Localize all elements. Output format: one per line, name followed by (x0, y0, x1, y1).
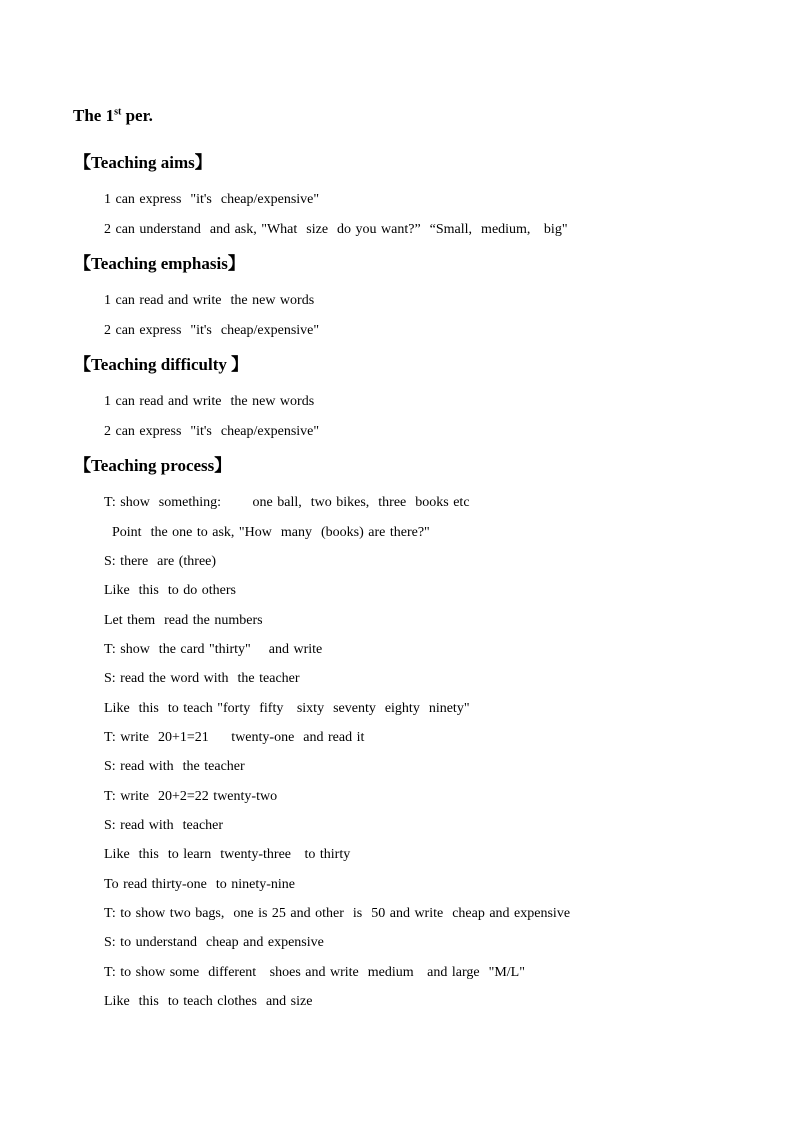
process-line: Like this to teach "forty fifty sixty seventy eighty ninety" (104, 701, 470, 716)
emphasis-line: 2 can express "it's cheap/expensive" (104, 323, 320, 338)
page-title (73, 106, 153, 126)
teaching-process-heading: 【Teaching process】 (74, 456, 232, 475)
process-line: S: there are (three) (104, 554, 217, 569)
process-line: Like this to learn twenty-three to thirty (104, 847, 351, 862)
difficulty-line: 1 can read and write the new words (104, 394, 315, 409)
process-line: T: write 20+1=21 twenty-one and read it (104, 730, 365, 745)
process-line: T: write 20+2=22 twenty-two (104, 789, 278, 804)
aims-line: 2 can understand and ask, "What size do you want?” “Small, medium, big" (104, 222, 568, 237)
process-line: S: read with teacher (104, 818, 224, 833)
process-line: Like this to teach clothes and size (104, 994, 313, 1009)
process-line: Point the one to ask, "How many (books) are there?" (112, 525, 430, 540)
aims-line: 1 can express "it's cheap/expensive" (104, 192, 320, 207)
process-line: T: show something: one ball, two bikes, three books etc (104, 495, 470, 510)
title-suffix: per. (121, 106, 153, 125)
process-line: T: show the card "thirty" and write (104, 642, 323, 657)
process-line: S: read with the teacher (104, 759, 245, 774)
teaching-difficulty-heading: 【Teaching difficulty 】 (74, 355, 249, 374)
process-line: Like this to do others (104, 583, 236, 598)
process-line: T: to show some different shoes and write medium and large "M/L" (104, 965, 525, 980)
process-line: Let them read the numbers (104, 613, 263, 628)
title-prefix: The 1 (73, 106, 115, 125)
process-line: T: to show two bags, one is 25 and other is 50 and write cheap and expensive (104, 906, 571, 921)
title-superscript: st (114, 106, 122, 118)
teaching-emphasis-heading: 【Teaching emphasis】 (74, 254, 245, 273)
process-line: S: to understand cheap and expensive (104, 935, 324, 950)
process-line: To read thirty-one to ninety-nine (104, 877, 296, 892)
emphasis-line: 1 can read and write the new words (104, 293, 315, 308)
teaching-aims-heading: 【Teaching aims】 (74, 153, 212, 172)
process-line: S: read the word with the teacher (104, 671, 300, 686)
difficulty-line: 2 can express "it's cheap/expensive" (104, 424, 320, 439)
